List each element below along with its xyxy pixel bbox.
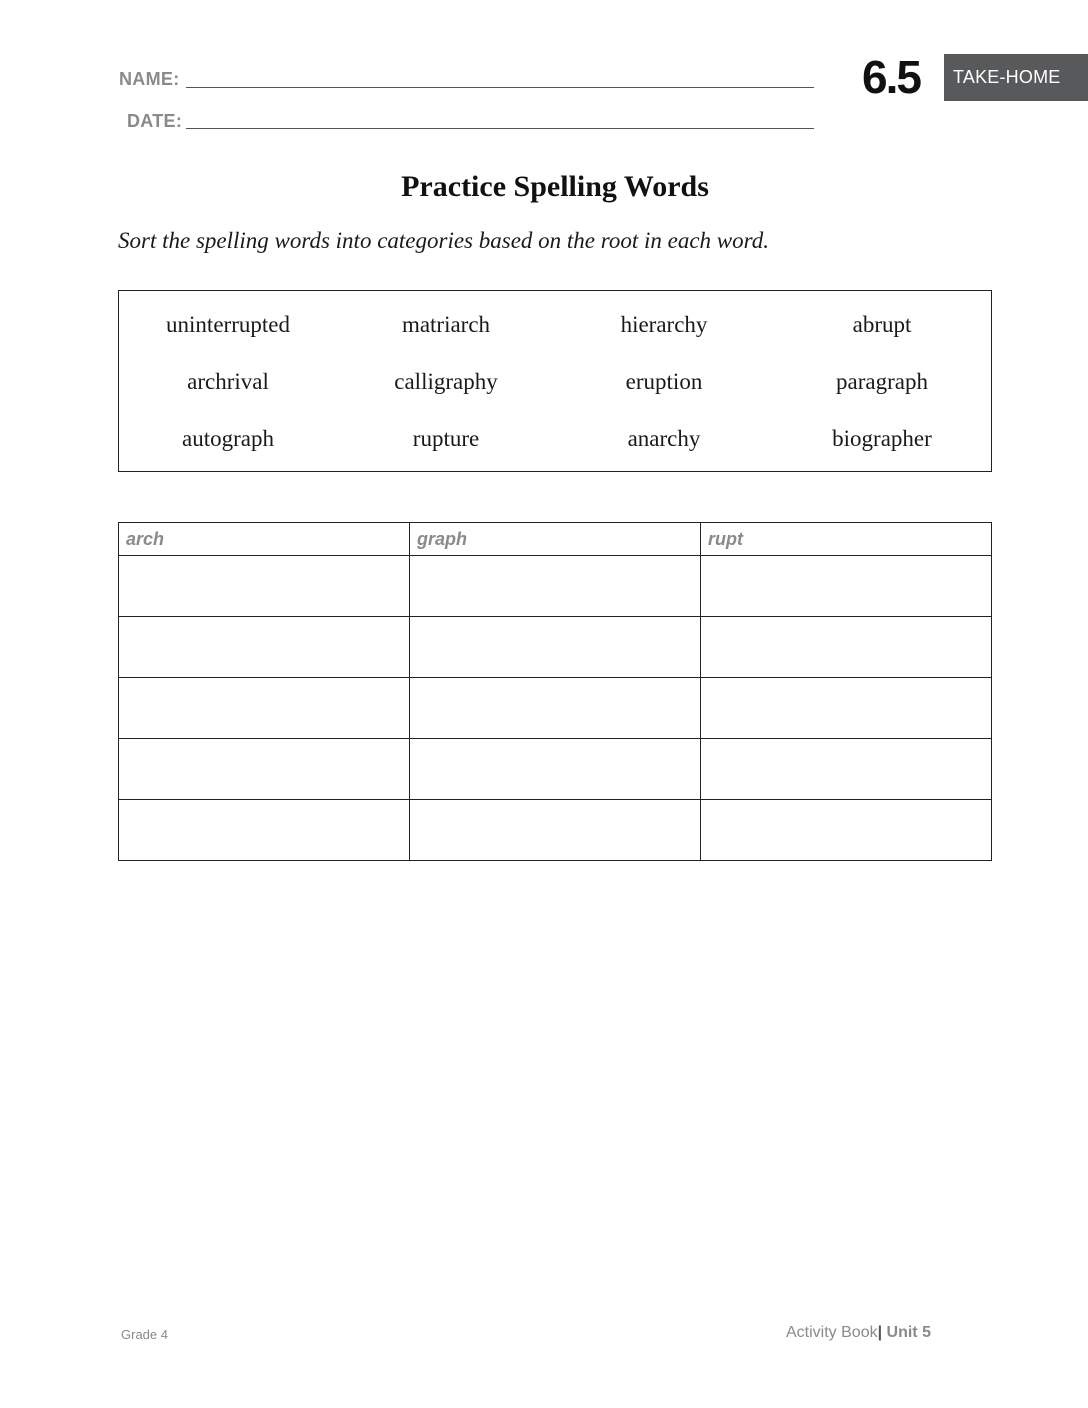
answer-cell[interactable] bbox=[119, 739, 410, 800]
word-bank-item: anarchy bbox=[627, 425, 701, 451]
column-header-rupt: rupt bbox=[701, 523, 992, 556]
word-bank-item: archrival bbox=[187, 368, 269, 394]
answer-cell[interactable] bbox=[701, 800, 992, 861]
footer-unit: Unit 5 bbox=[886, 1324, 931, 1341]
name-label: NAME: bbox=[119, 69, 180, 89]
word-bank bbox=[118, 290, 992, 472]
answer-cell[interactable] bbox=[410, 678, 701, 739]
word-bank-item: rupture bbox=[412, 425, 480, 451]
word-bank-item: paragraph bbox=[836, 368, 928, 394]
take-home-badge-label: TAKE-HOME bbox=[953, 67, 1061, 87]
word-bank-item: hierarchy bbox=[620, 312, 708, 338]
name-field[interactable] bbox=[186, 87, 814, 88]
answer-cell[interactable] bbox=[410, 556, 701, 617]
column-header-graph: graph bbox=[410, 523, 701, 556]
table-row bbox=[119, 678, 992, 739]
take-home-badge bbox=[944, 54, 1088, 101]
answer-cell[interactable] bbox=[701, 617, 992, 678]
answer-cell[interactable] bbox=[119, 617, 410, 678]
table-row bbox=[119, 800, 992, 861]
word-bank-item: biographer bbox=[832, 425, 932, 451]
table-row bbox=[119, 556, 992, 617]
word-bank-item: autograph bbox=[182, 425, 274, 451]
page-title: Practice Spelling Words bbox=[401, 170, 709, 203]
table-row bbox=[119, 739, 992, 800]
date-field[interactable] bbox=[186, 128, 814, 129]
footer-book-title: Activity Book bbox=[786, 1324, 878, 1341]
answer-cell[interactable] bbox=[701, 556, 992, 617]
word-bank-item: uninterrupted bbox=[166, 312, 290, 338]
word-bank-item: calligraphy bbox=[394, 368, 498, 394]
answer-cell[interactable] bbox=[119, 556, 410, 617]
word-bank-item: eruption bbox=[625, 368, 703, 394]
date-label: DATE: bbox=[127, 111, 183, 131]
column-header-arch: arch bbox=[119, 523, 410, 556]
sort-table-header-row bbox=[119, 523, 992, 556]
footer-book-info bbox=[786, 1324, 931, 1342]
table-row bbox=[119, 617, 992, 678]
answer-cell[interactable] bbox=[701, 678, 992, 739]
answer-cell[interactable] bbox=[410, 739, 701, 800]
sort-table bbox=[118, 522, 992, 861]
instructions: Sort the spelling words into categories based on the root in each word. bbox=[118, 228, 769, 253]
lesson-number: 6.5 bbox=[862, 51, 920, 103]
footer-grade: Grade 4 bbox=[121, 1327, 168, 1342]
word-bank-item: matriarch bbox=[401, 312, 491, 338]
answer-cell[interactable] bbox=[119, 678, 410, 739]
answer-cell[interactable] bbox=[410, 800, 701, 861]
answer-cell[interactable] bbox=[410, 617, 701, 678]
word-bank-item: abrupt bbox=[852, 312, 912, 338]
answer-cell[interactable] bbox=[701, 739, 992, 800]
footer-separator: | bbox=[877, 1324, 883, 1341]
answer-cell[interactable] bbox=[119, 800, 410, 861]
